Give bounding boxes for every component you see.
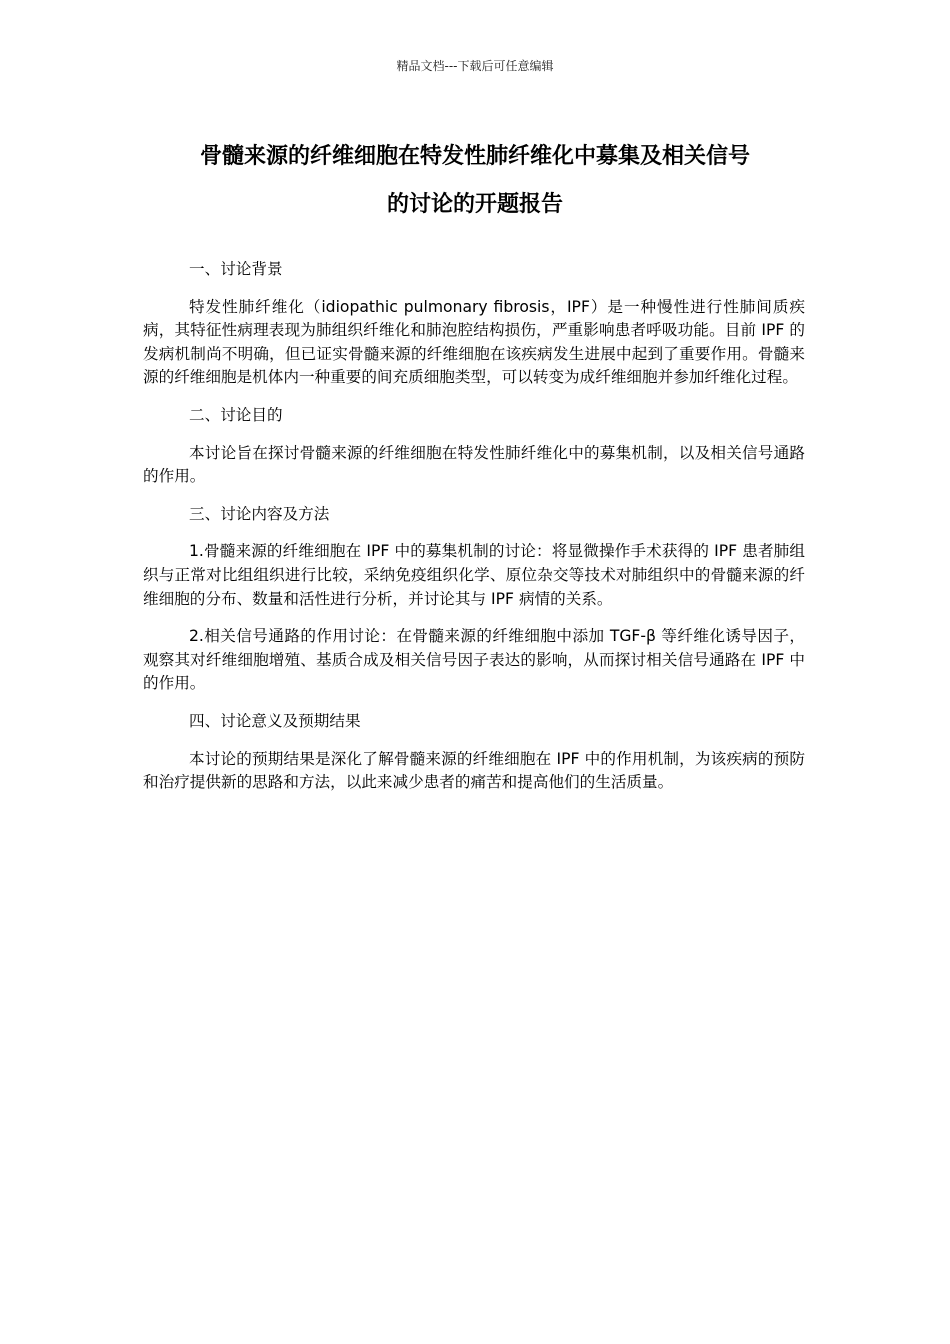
section-heading-background: 一、讨论背景	[189, 260, 283, 278]
paragraph-background: 特发性肺纤维化（idiopathic pulmonary fibrosis，IPF）是一种慢性进行性肺间质疾病，其特征性病理表现为肺组织纤维化和肺泡腔结构损伤，严重影响患者呼吸功能。目前 IPF 的发病机制尚不明确，但已证实骨髓来源的纤维细胞在该疾病发生进展中起到了重要作用。骨髓来源的纤维细胞是机体内一种重要的间充质细胞类型，可以转变为成纤维细胞并参加纤维化过程。	[143, 297, 805, 387]
paragraph-significance: 本讨论的预期结果是深化了解骨髓来源的纤维细胞在 IPF 中的作用机制，为该疾病的预防和治疗提供新的思路和方法，以此来减少患者的痛苦和提高他们的生活质量。	[143, 749, 805, 792]
document-title-line-1: 骨髓来源的纤维细胞在特发性肺纤维化中募集及相关信号	[199, 144, 750, 169]
document-title-line-2: 的讨论的开题报告	[386, 192, 563, 217]
section-heading-significance: 四、讨论意义及预期结果	[189, 711, 361, 730]
paragraph-purpose: 本讨论旨在探讨骨髓来源的纤维细胞在特发性肺纤维化中的募集机制，以及相关信号通路的作用。	[143, 443, 805, 486]
paragraph-method-1: 1.骨髓来源的纤维细胞在 IPF 中的募集机制的讨论：将显微操作手术获得的 IPF 患者肺组织与正常对比组组织进行比较，采纳免疫组织化学、原位杂交等技术对肺组织中的骨髓来源的纤维细胞的分布、数量和活性进行分析，并讨论其与 IPF 病情的关系。	[143, 542, 805, 608]
page-header-note: 精品文档---下载后可任意编辑	[396, 59, 554, 73]
section-heading-content-methods: 三、讨论内容及方法	[189, 504, 330, 523]
document-title	[140, 133, 810, 229]
section-heading-purpose: 二、讨论目的	[189, 405, 283, 424]
paragraph-method-2: 2.相关信号通路的作用讨论：在骨髓来源的纤维细胞中添加 TGF-β 等纤维化诱导因子，观察其对纤维细胞增殖、基质合成及相关信号因子表达的影响，从而探讨相关信号通路在 IPF 中的作用。	[143, 627, 805, 693]
document-body	[143, 258, 805, 809]
